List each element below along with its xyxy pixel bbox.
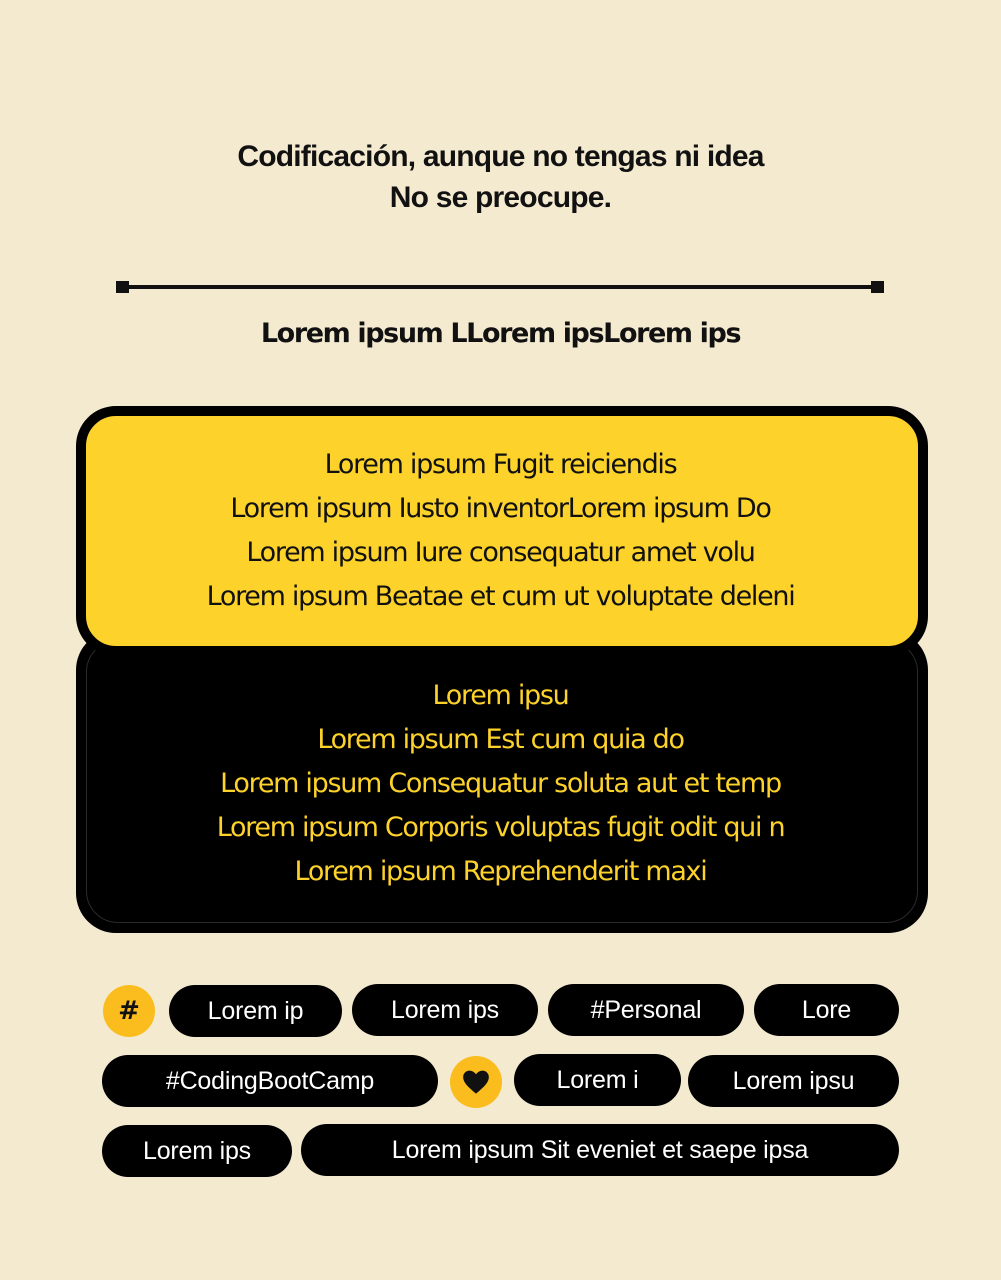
- yellow-card-line: Lorem ipsum Fugit reiciendis: [324, 449, 677, 480]
- tag-pill[interactable]: [102, 1055, 438, 1107]
- black-card-line: Lorem ipsum Consequatur soluta aut et temp: [220, 768, 781, 799]
- tag-label: Lorem ips: [143, 1136, 251, 1165]
- hashtag-icon: #: [118, 996, 140, 1026]
- yellow-card-line: Lorem ipsum Iusto inventorLorem ipsum Do: [230, 493, 771, 524]
- tag-pill[interactable]: [688, 1055, 899, 1107]
- tag-label: #CodingBootCamp: [165, 1066, 375, 1095]
- black-card-line: Lorem ipsum Corporis voluptas fugit odit qui n: [216, 812, 785, 843]
- tag-pill[interactable]: [169, 985, 342, 1037]
- tag-pill[interactable]: [514, 1054, 681, 1106]
- tag-pill[interactable]: [301, 1124, 899, 1176]
- black-card-line: Lorem ipsum Est cum quia do: [317, 724, 684, 755]
- tag-label: Lorem i: [556, 1065, 639, 1094]
- yellow-card-line: Lorem ipsum Iure consequatur amet volu: [246, 537, 755, 568]
- tag-label: #Personal: [590, 995, 702, 1024]
- tag-label: Lorem ip: [207, 996, 304, 1025]
- tag-pill[interactable]: [352, 984, 538, 1036]
- headline-line-1: Codificación, aunque no tengas ni idea: [237, 140, 764, 173]
- heart-badge: [450, 1056, 502, 1108]
- black-card-line: Lorem ipsu: [432, 680, 569, 711]
- yellow-card-line: Lorem ipsum Beatae et cum ut voluptate deleni: [206, 581, 795, 612]
- heart-icon: [462, 1069, 490, 1095]
- subtitle: Lorem ipsum LLorem ipsLorem ips: [260, 318, 741, 349]
- tag-label: Lorem ipsu: [732, 1066, 855, 1095]
- black-card-line: Lorem ipsum Reprehenderit maxi: [294, 856, 707, 887]
- tag-pill[interactable]: [754, 984, 899, 1036]
- hashtag-badge: [103, 985, 155, 1037]
- tag-label: Lore: [801, 995, 852, 1024]
- headline-line-2: No se preocupe.: [389, 181, 612, 214]
- tag-pill[interactable]: [102, 1125, 292, 1177]
- tag-label: Lorem ips: [391, 995, 499, 1024]
- tag-pill[interactable]: [548, 984, 744, 1036]
- tag-label: Lorem ipsum Sit eveniet et saepe ipsa: [391, 1135, 809, 1164]
